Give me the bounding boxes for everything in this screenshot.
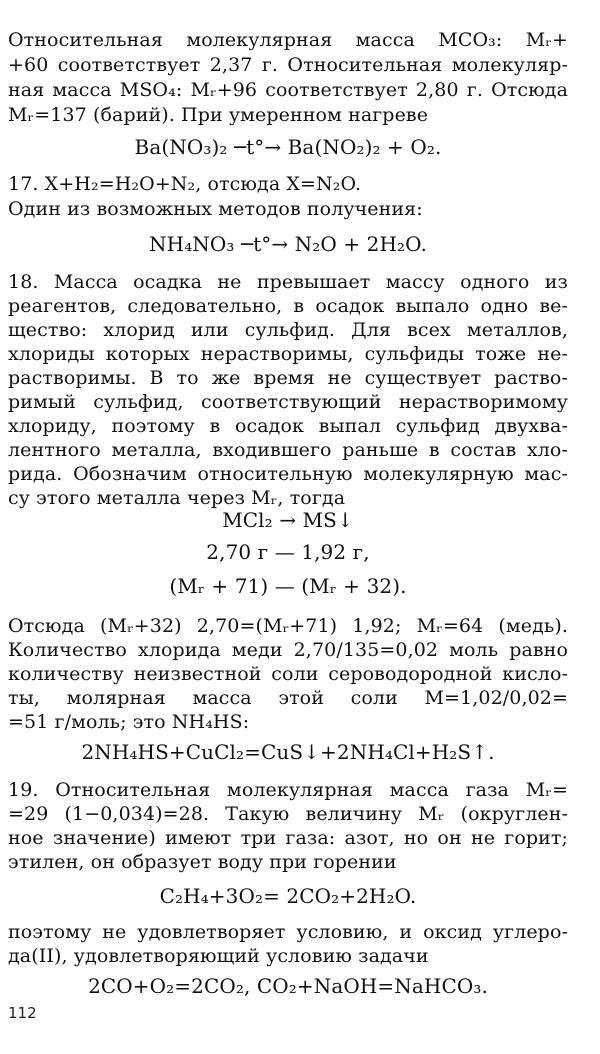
equation: (Mᵣ + 71) — (Mᵣ + 32). xyxy=(169,574,407,598)
text-line: су этого металла через Mᵣ, тогда xyxy=(8,487,346,509)
text-line: хлориду, поэтому в осадок выпал сульфид двухва- xyxy=(8,415,568,437)
text-line: =51 г/моль; это NH₄HS: xyxy=(8,711,250,733)
text-line: да(II), удовлетворяющий условию задачи xyxy=(8,945,429,967)
equation: NH₄NO₃ ─t°→ N₂O + 2H₂O. xyxy=(149,232,427,256)
text-line: ная масса MSO₄: Mᵣ+96 соответствует 2,80 г. Отсюда xyxy=(8,79,568,101)
page-number: 112 xyxy=(8,1004,37,1022)
text-line: растворимы. В то же время не существует раство- xyxy=(8,367,568,389)
text-line: хлориды которых нерастворимы, сульфиды тоже не- xyxy=(8,343,568,365)
text-line: 19. Относительная молекулярная масса газа Mᵣ= xyxy=(8,779,568,801)
text-line: Относительная молекулярная масса MCO₃: Mᵣ+ xyxy=(8,29,568,51)
equation: 2,70 г — 1,92 г, xyxy=(206,540,370,564)
text-line: 17. X+H₂=H₂O+N₂, отсюда X=N₂O. xyxy=(8,173,362,195)
text-line: Один из возможных методов получения: xyxy=(8,198,423,220)
text-line: количеству неизвестной соли сероводородной кисло- xyxy=(8,663,568,685)
text-line: ное значение) имеют три газа: азот, но он не горит; xyxy=(8,827,568,849)
equation: MCl₂ → MS↓ xyxy=(222,508,354,532)
text-line: рида. Обозначим относительную молекулярную мас- xyxy=(8,463,568,485)
text-line: поэтому не удовлетворяет условию, и оксид углеро- xyxy=(8,921,568,943)
text-line: Mᵣ=137 (барий). При умеренном нагреве xyxy=(8,104,429,126)
equation: C₂H₄+3O₂= 2CO₂+2H₂O. xyxy=(159,884,417,908)
text-line: щество: хлорид или сульфид. Для всех металлов, xyxy=(8,319,568,341)
text-line: Отсюда (Mᵣ+32) 2,70=(Mᵣ+71) 1,92; Mᵣ=64 (медь). xyxy=(8,615,568,637)
equation: 2CO+O₂=2CO₂, CO₂+NaOH=NaHCO₃. xyxy=(88,974,488,998)
text-line: =29 (1−0,034)=28. Такую величину Mᵣ (округлен- xyxy=(8,803,568,825)
equation: Ba(NO₃)₂ ─t°→ Ba(NO₂)₂ + O₂. xyxy=(134,135,442,159)
text-line: римый сульфид, соответствующий нерастворимому xyxy=(8,391,568,413)
text-line: 18. Масса осадка не превышает массу одного из xyxy=(8,271,568,293)
text-line: реагентов, следовательно, в осадок выпало одно ве- xyxy=(8,295,568,317)
text-line: Количество хлорида меди 2,70/135=0,02 моль равно xyxy=(8,639,568,661)
text-line: +60 соответствует 2,37 г. Относительная молекуляр- xyxy=(8,54,568,76)
text-line: ты, молярная масса этой соли M=1,02/0,02= xyxy=(8,687,568,709)
text-line: лентного металла, входившего раньше в состав хло- xyxy=(8,439,568,461)
equation: 2NH₄HS+CuCl₂=CuS↓+2NH₄Cl+H₂S↑. xyxy=(81,740,495,764)
text-line: этилен, он образует воду при горении xyxy=(8,851,397,873)
